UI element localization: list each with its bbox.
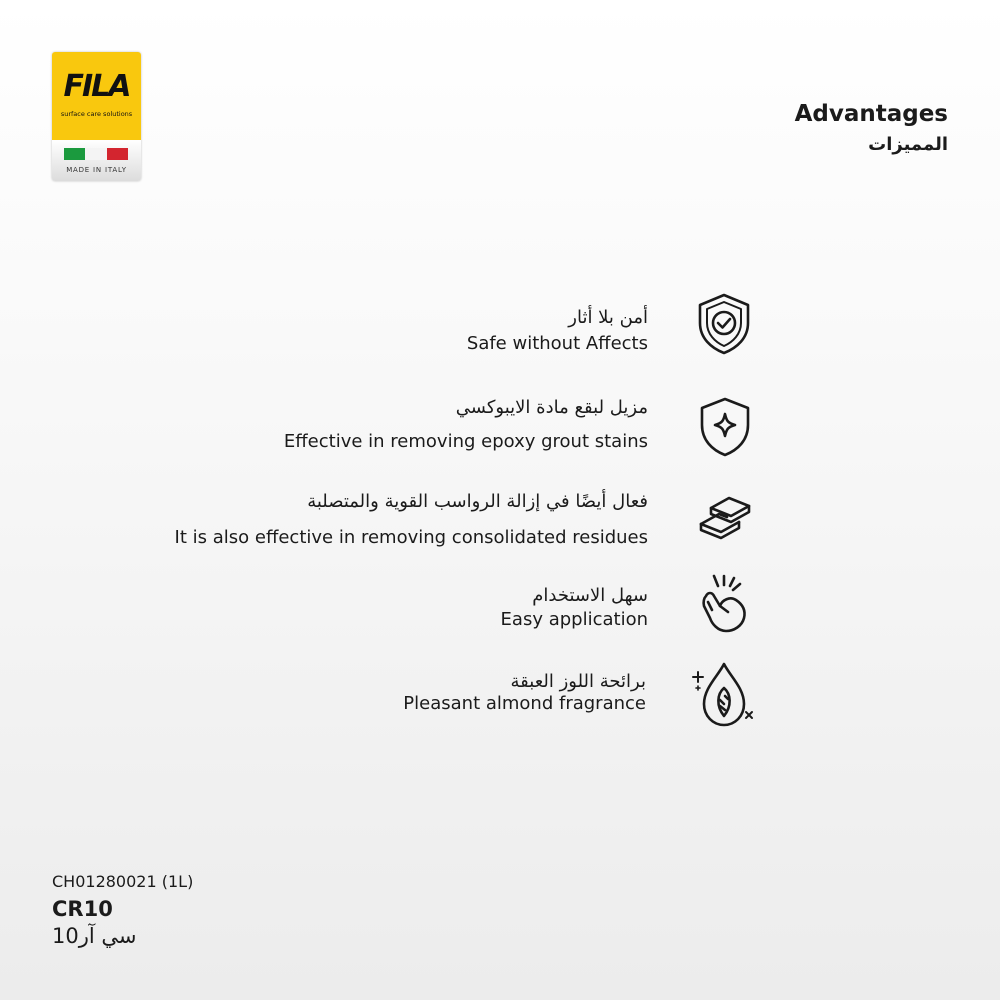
advantages-heading <box>795 100 948 158</box>
product-name: CR10 <box>52 897 113 921</box>
logo-tagline: surface care solutions <box>60 110 133 118</box>
advantage-ar: أمن بلا أثار <box>568 307 648 328</box>
fila-logo <box>52 52 141 181</box>
product-name-ar: سي آر10 <box>52 924 137 948</box>
shield-sparkle-icon <box>698 396 752 458</box>
advantage-en: Effective in removing epoxy grout stains <box>283 431 648 452</box>
advantage-item <box>501 584 648 632</box>
product-info <box>52 872 193 950</box>
almond-drop-icon <box>692 660 756 730</box>
advantage-en: It is also effective in removing consolidated residues <box>174 527 648 548</box>
logo-origin-panel <box>52 140 141 181</box>
advantage-en: Easy application <box>500 609 648 630</box>
advantage-item <box>284 396 648 454</box>
advantage-ar: مزيل لبقع مادة الايبوكسي <box>455 397 648 418</box>
advantage-ar: سهل الاستخدام <box>532 585 648 606</box>
italian-flag-icon <box>64 148 128 160</box>
advantage-item <box>403 670 646 716</box>
easy-hand-icon <box>700 574 752 634</box>
heading-en: Advantages <box>794 101 948 127</box>
logo-brand: FILA <box>63 69 130 104</box>
advantage-item <box>175 490 648 550</box>
advantage-en: Safe without Affects <box>466 333 648 354</box>
shield-check-icon <box>696 292 752 356</box>
made-in-italy-label: MADE IN ITALY <box>66 166 127 174</box>
advantage-en: Pleasant almond fragrance <box>403 693 646 714</box>
advantage-item <box>467 306 648 356</box>
stacked-tiles-icon <box>697 494 753 544</box>
heading-ar: المميزات <box>868 134 948 155</box>
logo-yellow-panel <box>52 52 141 140</box>
product-code: CH01280021 (1L) <box>52 872 194 891</box>
advantage-ar: برائحة اللوز العبقة <box>510 671 646 692</box>
advantage-ar: فعال أيضًا في إزالة الرواسب القوية والمتصلبة <box>307 491 648 512</box>
